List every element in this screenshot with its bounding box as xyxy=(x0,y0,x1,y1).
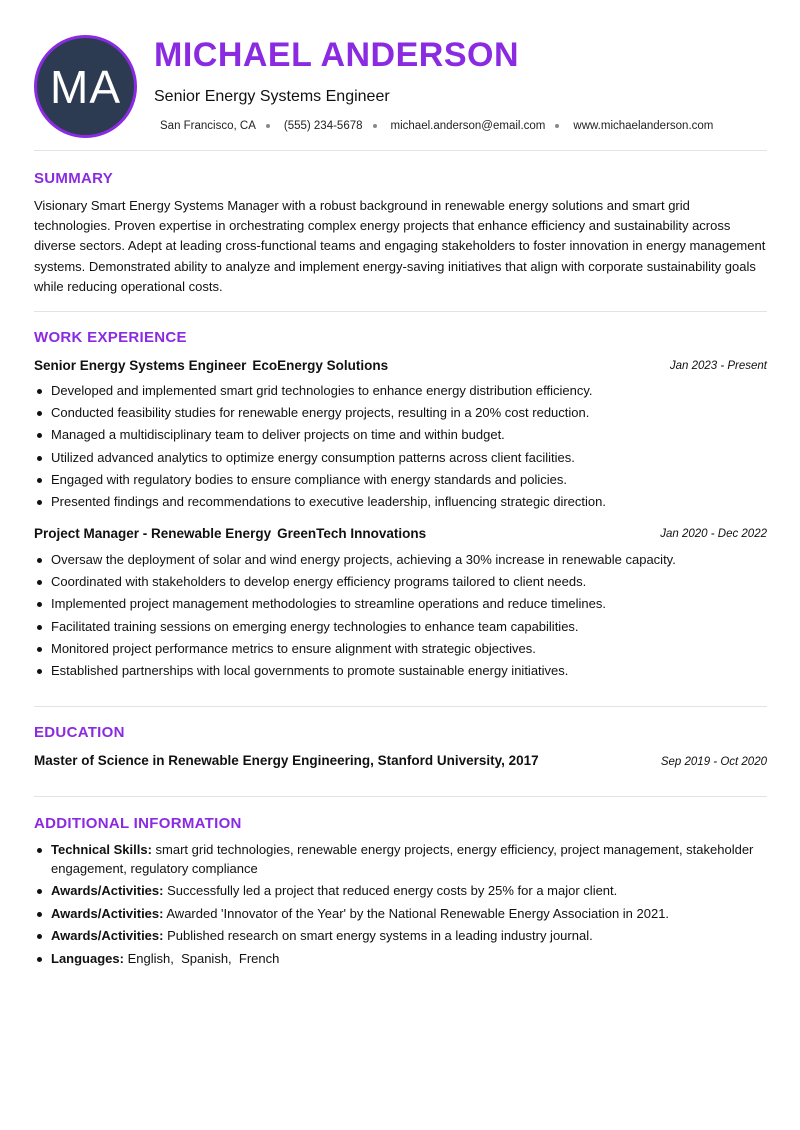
list-item: Implemented project management methodologies to streamline operations and reduce timelines. xyxy=(34,593,767,615)
list-item: Engaged with regulatory bodies to ensure compliance with energy standards and policies. xyxy=(34,469,767,491)
list-item: Developed and implemented smart grid technologies to enhance energy distribution efficiency. xyxy=(34,380,767,402)
work-experience-heading: WORK EXPERIENCE xyxy=(34,329,187,346)
job-company: GreenTech Innovations xyxy=(277,526,427,541)
job-bullets xyxy=(34,549,767,682)
section-divider xyxy=(34,150,767,151)
list-item: Monitored project performance metrics to ensure alignment with strategic objectives. xyxy=(34,638,767,660)
contact-line xyxy=(160,120,713,132)
avatar xyxy=(34,35,137,138)
summary-heading: SUMMARY xyxy=(34,170,114,187)
candidate-name: MICHAEL ANDERSON xyxy=(154,36,520,74)
section-divider xyxy=(34,311,767,312)
job-company: EcoEnergy Solutions xyxy=(252,358,389,373)
contact-location: San Francisco, CA xyxy=(160,120,256,132)
job-header xyxy=(34,358,767,376)
additional-info-list xyxy=(34,841,767,972)
info-label: Technical Skills: xyxy=(51,842,152,857)
info-text: English, Spanish, French xyxy=(127,950,280,966)
summary-text: Visionary Smart Energy Systems Manager with a robust background in renewable energy solutions and smart grid technologies. Proven expertise in orchestrating complex energy projects that enhance efficiency and sustainability across diverse sectors. Adept at leading cross-functional teams and engaging stakeholders to foster innovation in energy management systems. Demonstrated ability to analyze and implement energy-saving initiatives that align with corporate sustainability goals while reducing operational costs. xyxy=(34,198,766,294)
contact-email[interactable]: michael.anderson@email.com xyxy=(390,120,546,132)
section-divider xyxy=(34,706,767,707)
info-label: Awards/Activities: xyxy=(51,883,164,898)
job-bullets xyxy=(34,380,767,513)
list-item xyxy=(34,841,767,878)
info-text: smart grid technologies, renewable energy projects, energy efficiency, project management, stakeholder engagement, regulatory compliance xyxy=(51,842,754,876)
list-item: Facilitated training sessions on emerging energy technologies to enhance team capabilities. xyxy=(34,616,767,638)
education-heading: EDUCATION xyxy=(34,724,125,741)
list-item: Presented findings and recommendations to executive leadership, influencing strategic direction. xyxy=(34,491,767,513)
list-item: Coordinated with stakeholders to develop energy efficiency programs tailored to client needs. xyxy=(34,571,767,593)
list-item: Oversaw the deployment of solar and wind energy projects, achieving a 30% increase in renewable capacity. xyxy=(34,549,767,571)
job-role: Senior Energy Systems Engineer xyxy=(34,358,247,373)
list-item: Managed a multidisciplinary team to deliver projects on time and within budget. xyxy=(34,424,767,446)
job-dates: Jan 2023 - Present xyxy=(669,360,767,372)
list-item: Conducted feasibility studies for renewable energy projects, resulting in a 20% cost reduction. xyxy=(34,402,767,424)
job-title-line xyxy=(34,358,388,373)
list-item xyxy=(34,882,767,901)
info-label: Awards/Activities: xyxy=(51,928,164,943)
education-dates: Sep 2019 - Oct 2020 xyxy=(660,756,767,768)
separator-dot-icon xyxy=(555,124,559,128)
info-text: Published research on smart energy systems in a leading industry journal. xyxy=(167,928,593,943)
contact-phone: (555) 234-5678 xyxy=(283,120,363,132)
separator-dot-icon xyxy=(266,124,270,128)
education-degree: Master of Science in Renewable Energy Engineering, Stanford University, 2017 xyxy=(34,753,539,768)
list-item xyxy=(34,905,767,924)
section-divider xyxy=(34,796,767,797)
list-item: Established partnerships with local governments to promote sustainable energy initiatives. xyxy=(34,660,767,682)
separator-dot-icon xyxy=(373,124,377,128)
job-role: Project Manager - Renewable Energy xyxy=(34,526,272,541)
job-dates: Jan 2020 - Dec 2022 xyxy=(660,528,767,540)
info-text: Awarded 'Innovator of the Year' by the National Renewable Energy Association in 2021. xyxy=(166,905,670,921)
job-header xyxy=(34,526,767,544)
list-item xyxy=(34,950,767,969)
job-title-line xyxy=(34,526,426,541)
additional-info-heading: ADDITIONAL INFORMATION xyxy=(34,815,242,832)
list-item xyxy=(34,927,767,946)
avatar-initials: MA xyxy=(50,60,121,113)
education-entry xyxy=(34,753,767,773)
list-item: Utilized advanced analytics to optimize energy consumption patterns across client facilities. xyxy=(34,447,767,469)
contact-website[interactable]: www.michaelanderson.com xyxy=(573,120,714,132)
info-label: Awards/Activities: xyxy=(51,905,164,921)
candidate-headline: Senior Energy Systems Engineer xyxy=(154,88,390,105)
info-text: Successfully led a project that reduced energy costs by 25% for a major client. xyxy=(167,883,618,898)
info-label: Languages: xyxy=(51,950,124,966)
